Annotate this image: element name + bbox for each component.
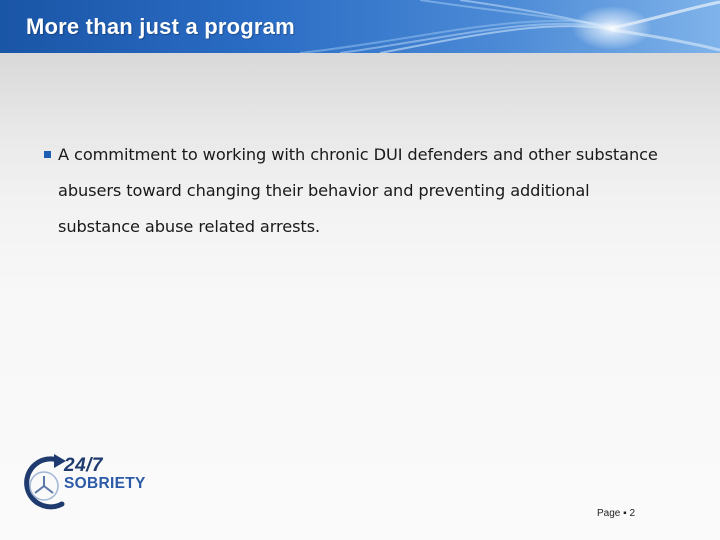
sobriety-logo: [24, 452, 154, 526]
slide-content: [42, 137, 682, 245]
slide-title: More than just a program: [26, 14, 295, 39]
page-number: [597, 508, 635, 519]
page-separator: ▪: [623, 508, 627, 519]
page-number-value: 2: [629, 508, 636, 519]
logo-text-24-7: 24/7: [64, 455, 103, 476]
square-bullet-icon: [44, 151, 51, 158]
logo-text-sobriety: SOBRIETY: [64, 475, 146, 492]
bullet-item: [42, 137, 682, 245]
bullet-line: abusers toward changing their behavior and preventing additional: [58, 181, 590, 200]
page-label: Page: [597, 508, 621, 519]
bullet-line: substance abuse related arrests.: [58, 217, 321, 236]
bullet-line: A commitment to working with chronic DUI defenders and other substance: [58, 145, 658, 164]
clock-arrow-icon: [24, 452, 68, 526]
title-bar: [0, 0, 720, 53]
